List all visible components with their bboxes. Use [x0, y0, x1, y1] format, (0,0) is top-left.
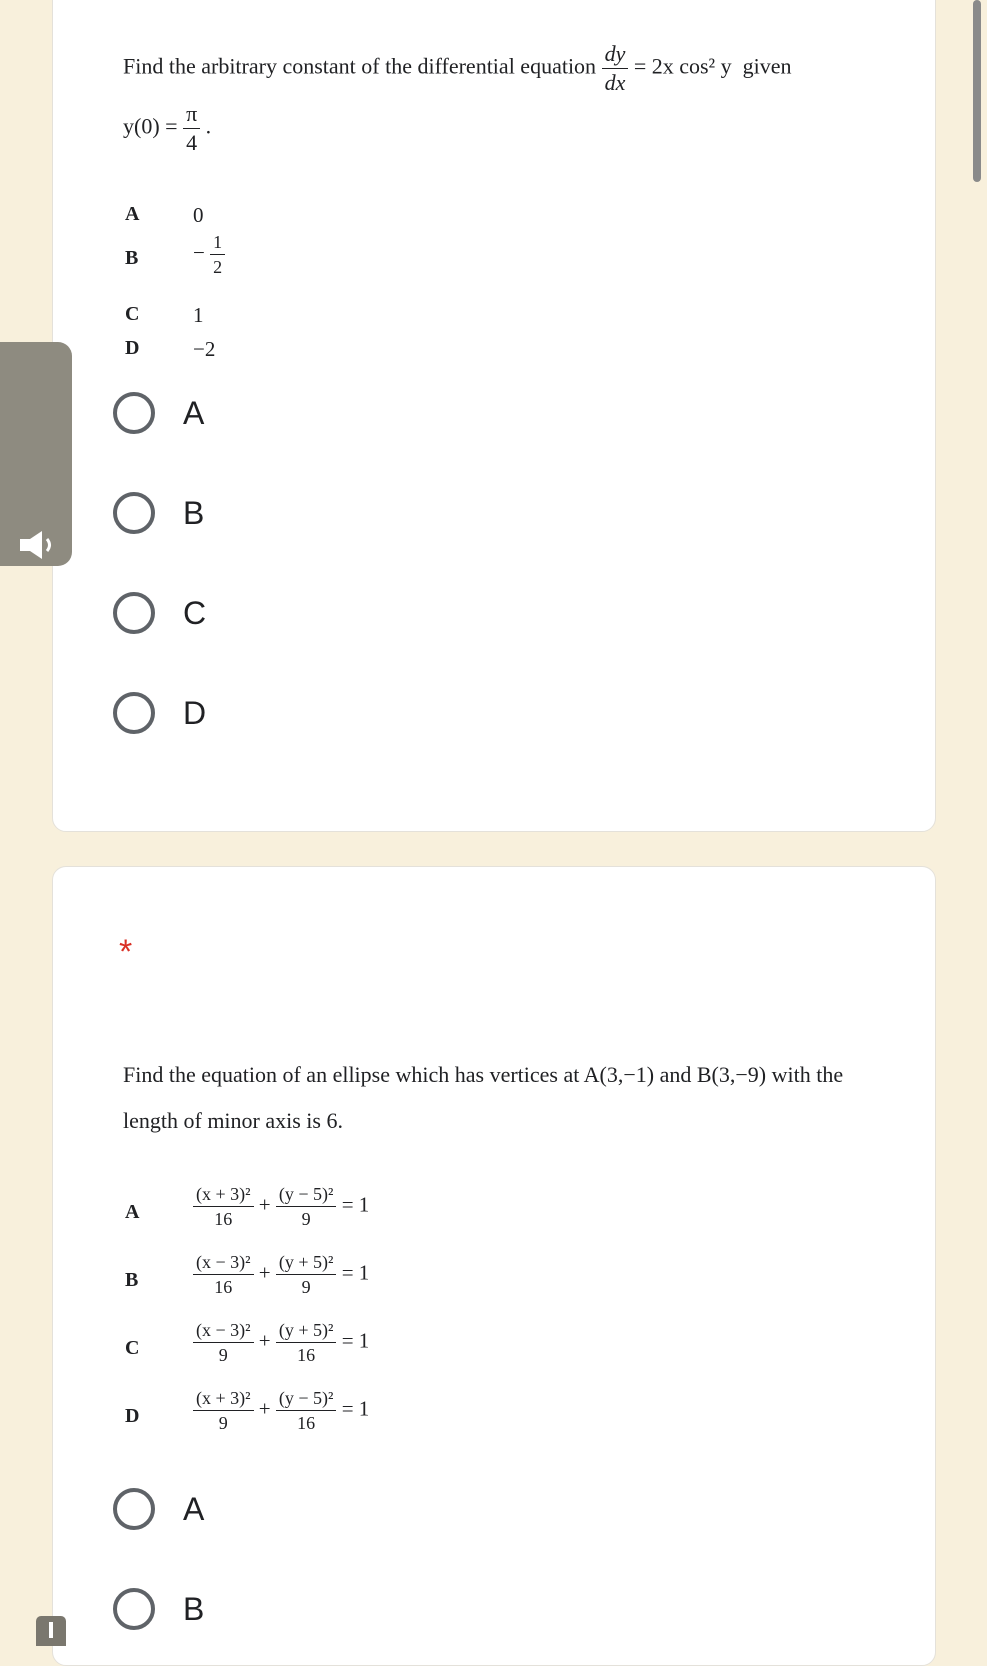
option-equation-a: $\frac{\text{(x + 3)²}}{16}$ + $\frac{\text{(y − 5)²}}{9}$ = 1: [193, 1185, 369, 1228]
option-value-d: −2: [193, 337, 216, 361]
radio-a[interactable]: [113, 392, 155, 434]
question-1-text: Find the arbitrary constant of the differential equation: [123, 53, 597, 79]
choice-a[interactable]: A: [113, 1484, 204, 1534]
option-letter-c: C: [125, 303, 140, 325]
option-value-b: − $\frac{1}{2}$: [193, 233, 225, 276]
radio-b[interactable]: [113, 492, 155, 534]
question-1-stem: [123, 43, 792, 94]
alert-icon[interactable]: [36, 1616, 66, 1646]
choice-c[interactable]: C: [113, 588, 206, 638]
question-2-line-2: length of minor axis is 6.: [123, 1108, 343, 1133]
choice-b[interactable]: B: [113, 1584, 204, 1634]
speaker-icon[interactable]: [16, 528, 60, 562]
option-letter-d: D: [125, 1405, 140, 1427]
option-letter-a: A: [125, 203, 140, 225]
question-2-line-1: Find the equation of an ellipse which has vertices at A(3,−1) and B(3,−9) with the: [123, 1062, 844, 1087]
required-asterisk: *: [119, 933, 133, 971]
option-letter-c: C: [125, 1337, 140, 1359]
option-letter-b: B: [125, 247, 139, 269]
radio-a[interactable]: [113, 1488, 155, 1530]
initial-condition: y(0) = $\frac{\pi}{4}$ .: [123, 101, 212, 155]
question-card-1: [52, 0, 936, 832]
radio-b[interactable]: [113, 1588, 155, 1630]
radio-d[interactable]: [113, 692, 155, 734]
option-equation-d: $\frac{\text{(x + 3)²}}{9}$ + $\frac{\text{(y − 5)²}}{16}$ = 1: [193, 1389, 369, 1432]
option-equation-c: $\frac{\text{(x − 3)²}}{9}$ + $\frac{\text{(y + 5)²}}{16}$ = 1: [193, 1321, 369, 1364]
option-value-a: 0: [193, 203, 204, 227]
radio-c[interactable]: [113, 592, 155, 634]
option-equation-b: $\frac{\text{(x − 3)²}}{16}$ + $\frac{\text{(y + 5)²}}{9}$ = 1: [193, 1253, 369, 1296]
option-letter-b: B: [125, 1269, 139, 1291]
question-card-2: [52, 866, 936, 1666]
derivative-fraction: $\frac{dy}{dx}$: [602, 43, 629, 94]
given-word: given: [742, 53, 792, 79]
choice-b[interactable]: B: [113, 488, 204, 538]
option-value-c: 1: [193, 303, 204, 327]
choice-a[interactable]: A: [113, 388, 204, 438]
option-letter-d: D: [125, 337, 140, 359]
scrollbar[interactable]: [973, 0, 981, 182]
equation-rhs: = 2x cos² y: [633, 53, 732, 79]
choice-d[interactable]: D: [113, 688, 206, 738]
option-letter-a: A: [125, 1201, 140, 1223]
